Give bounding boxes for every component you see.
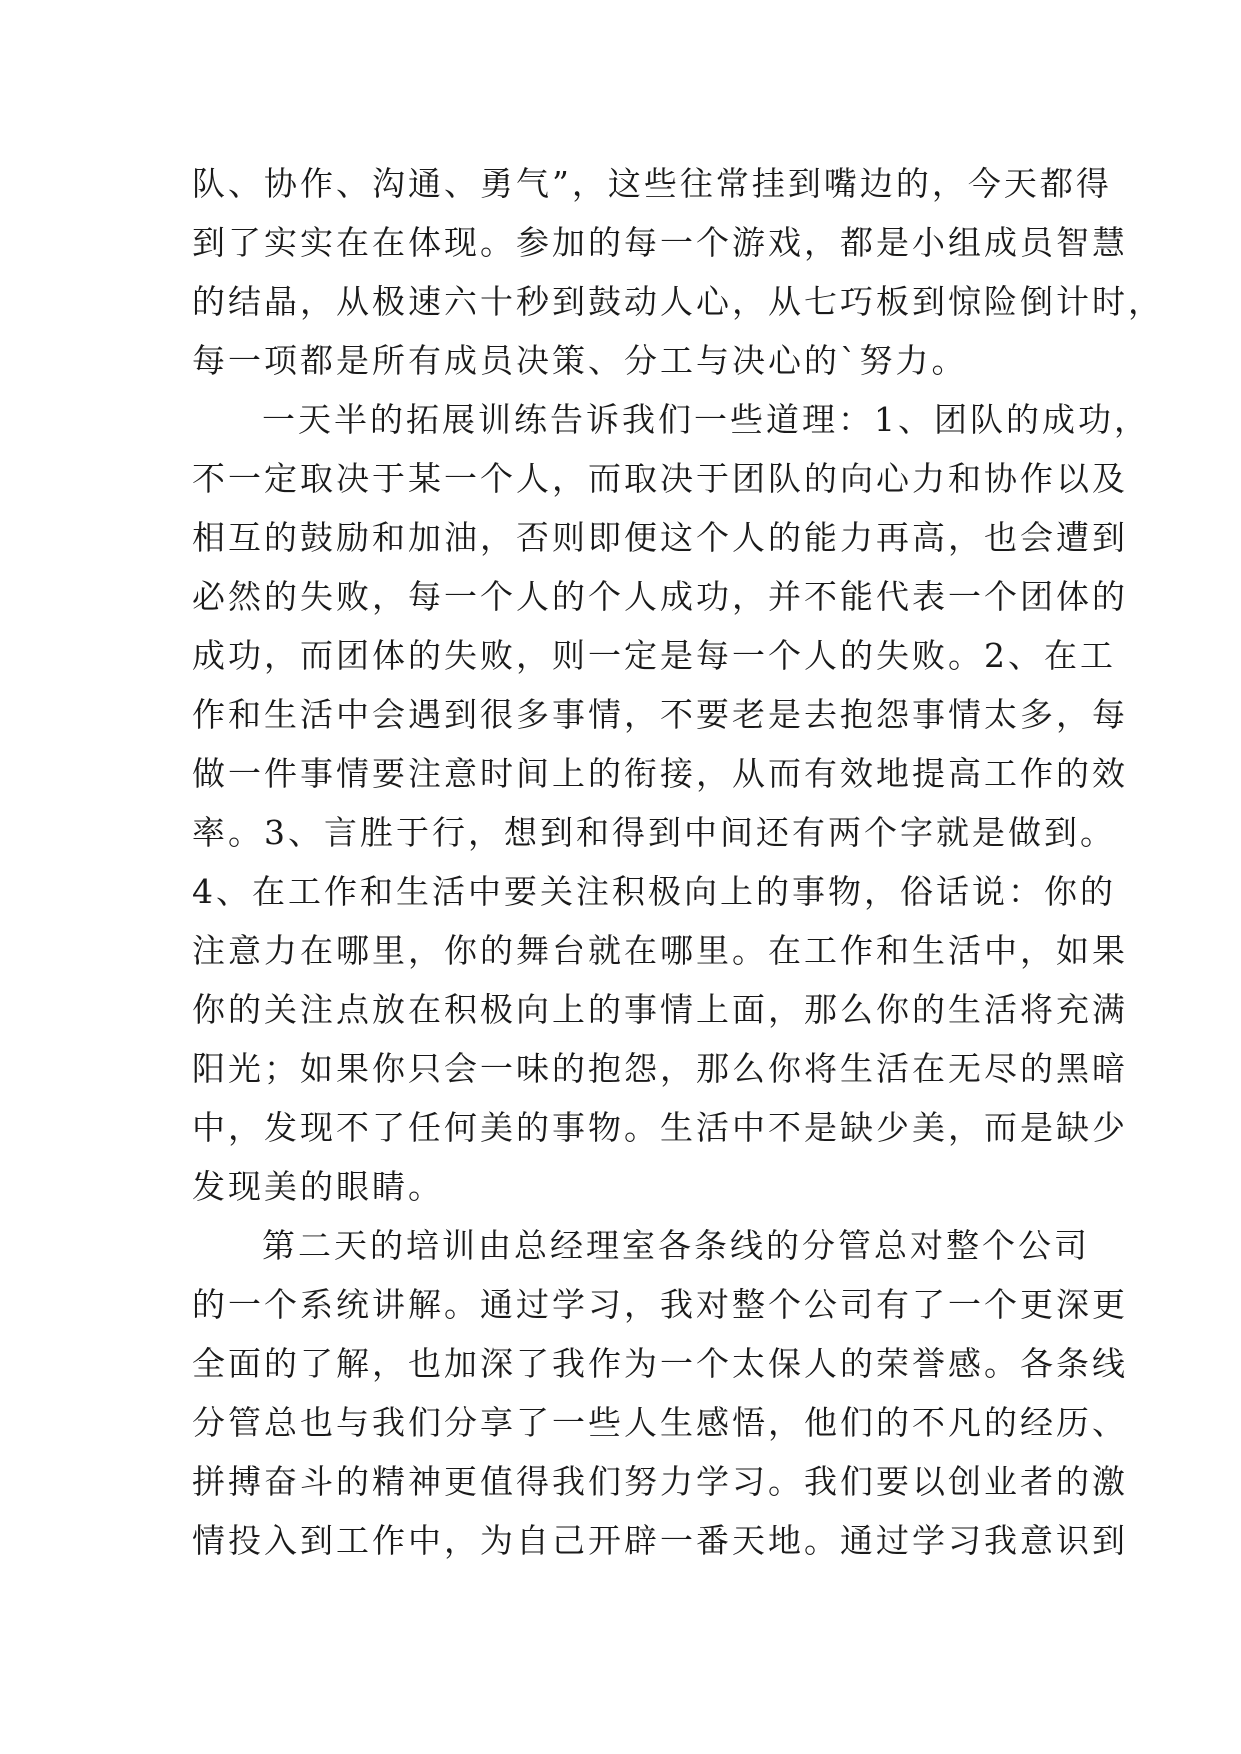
text-line: 发现美的眼睛。 (192, 1167, 444, 1206)
text-line: 4、在工作和生活中要关注积极向上的事物，俗话说：你的 (192, 872, 1116, 911)
text-line: 相互的鼓励和加油，否则即便这个人的能力再高，也会遭到 (192, 518, 1128, 557)
text-line: 队、协作、沟通、勇气”，这些往常挂到嘴边的，今天都得 (192, 164, 1112, 203)
text-line: 不一定取决于某一个人，而取决于团队的向心力和协作以及 (192, 459, 1128, 498)
text-line: 注意力在哪里，你的舞台就在哪里。在工作和生活中，如果 (192, 931, 1128, 970)
text-line: 每一项都是所有成员决策、分工与决心的`努力。 (192, 341, 968, 380)
text-line: 中，发现不了任何美的事物。生活中不是缺少美，而是缺少 (192, 1108, 1128, 1147)
text-line: 一天半的拓展训练告诉我们一些道理：1、团队的成功， (262, 400, 1150, 439)
text-line: 的结晶，从极速六十秒到鼓动人心，从七巧板到惊险倒计时， (192, 282, 1164, 321)
text-line: 到了实实在在体现。参加的每一个游戏，都是小组成员智慧 (192, 223, 1128, 262)
text-line: 阳光；如果你只会一味的抱怨，那么你将生活在无尽的黑暗 (192, 1049, 1128, 1088)
text-line: 拼搏奋斗的精神更值得我们努力学习。我们要以创业者的激 (192, 1462, 1128, 1501)
text-line: 作和生活中会遇到很多事情，不要老是去抱怨事情太多，每 (192, 695, 1128, 734)
text-line: 全面的了解，也加深了我作为一个太保人的荣誉感。各条线 (192, 1344, 1128, 1383)
text-line: 你的关注点放在积极向上的事情上面，那么你的生活将充满 (192, 990, 1128, 1029)
text-line: 分管总也与我们分享了一些人生感悟，他们的不凡的经历、 (192, 1403, 1128, 1442)
paragraph-second-day (192, 1216, 1128, 1570)
paragraph-continued (192, 154, 1164, 390)
document-body (192, 154, 1164, 1570)
text-line: 必然的失败，每一个人的个人成功，并不能代表一个团体的 (192, 577, 1128, 616)
text-line: 成功，而团体的失败，则一定是每一个人的失败。2、在工 (192, 636, 1116, 675)
text-line: 第二天的培训由总经理室各条线的分管总对整个公司 (262, 1226, 1090, 1265)
paragraph-lessons (192, 390, 1150, 1216)
text-line: 做一件事情要注意时间上的衔接，从而有效地提高工作的效 (192, 754, 1128, 793)
text-line: 情投入到工作中，为自己开辟一番天地。通过学习我意识到 (192, 1521, 1128, 1560)
text-line: 率。3、言胜于行，想到和得到中间还有两个字就是做到。 (192, 813, 1116, 852)
text-line: 的一个系统讲解。通过学习，我对整个公司有了一个更深更 (192, 1285, 1128, 1324)
